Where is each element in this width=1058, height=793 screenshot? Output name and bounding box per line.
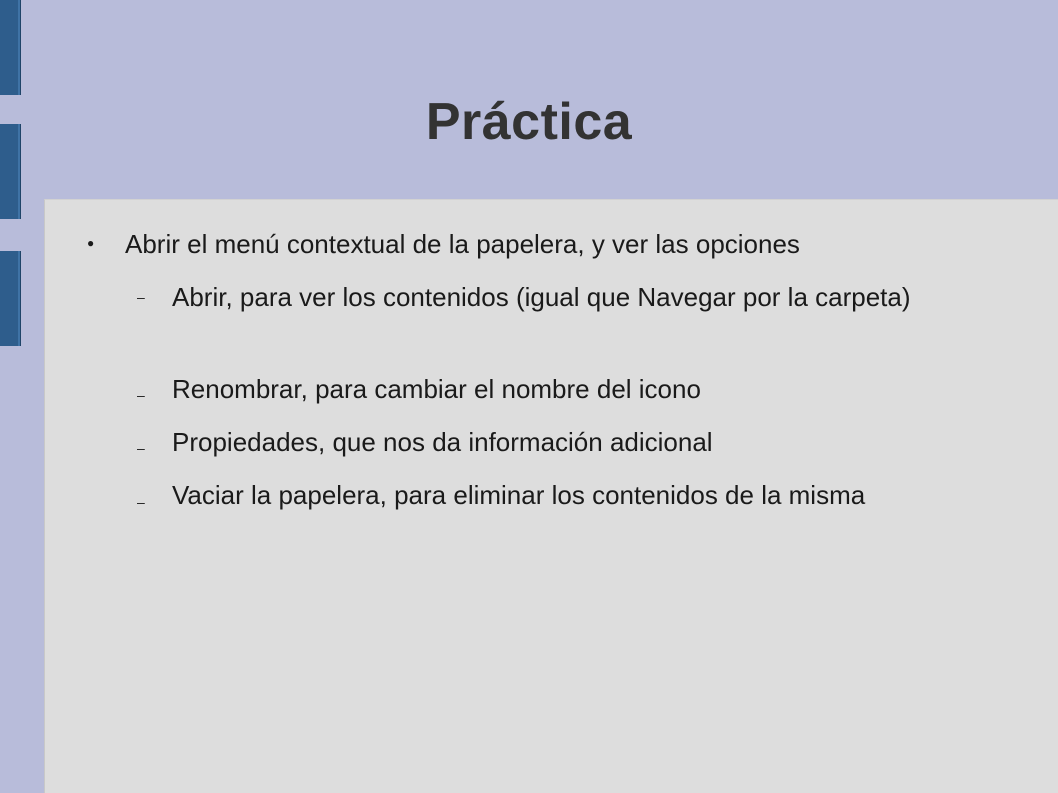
content-panel — [44, 199, 1058, 793]
sub-bullet-marker: – — [137, 440, 145, 456]
accent-bar-top — [0, 0, 21, 95]
sub-list-item: Abrir, para ver los contenidos (igual que Navegar por la carpeta) — [172, 282, 911, 312]
sub-list-item: Vaciar la papelera, para eliminar los contenidos de la misma — [172, 480, 866, 510]
accent-bar-bottom — [0, 251, 21, 346]
sub-bullet-marker: – — [137, 494, 145, 510]
sub-list-item: Renombrar, para cambiar el nombre del icono — [172, 374, 701, 404]
list-item: Abrir el menú contextual de la papelera, y ver las opciones — [125, 229, 800, 259]
sub-bullet-marker: – — [137, 289, 145, 305]
slide-title: Práctica — [425, 93, 633, 151]
bullet-marker: ● — [87, 236, 95, 250]
sub-list-item: Propiedades, que nos da información adicional — [172, 427, 713, 457]
sub-bullet-marker: – — [137, 387, 145, 403]
